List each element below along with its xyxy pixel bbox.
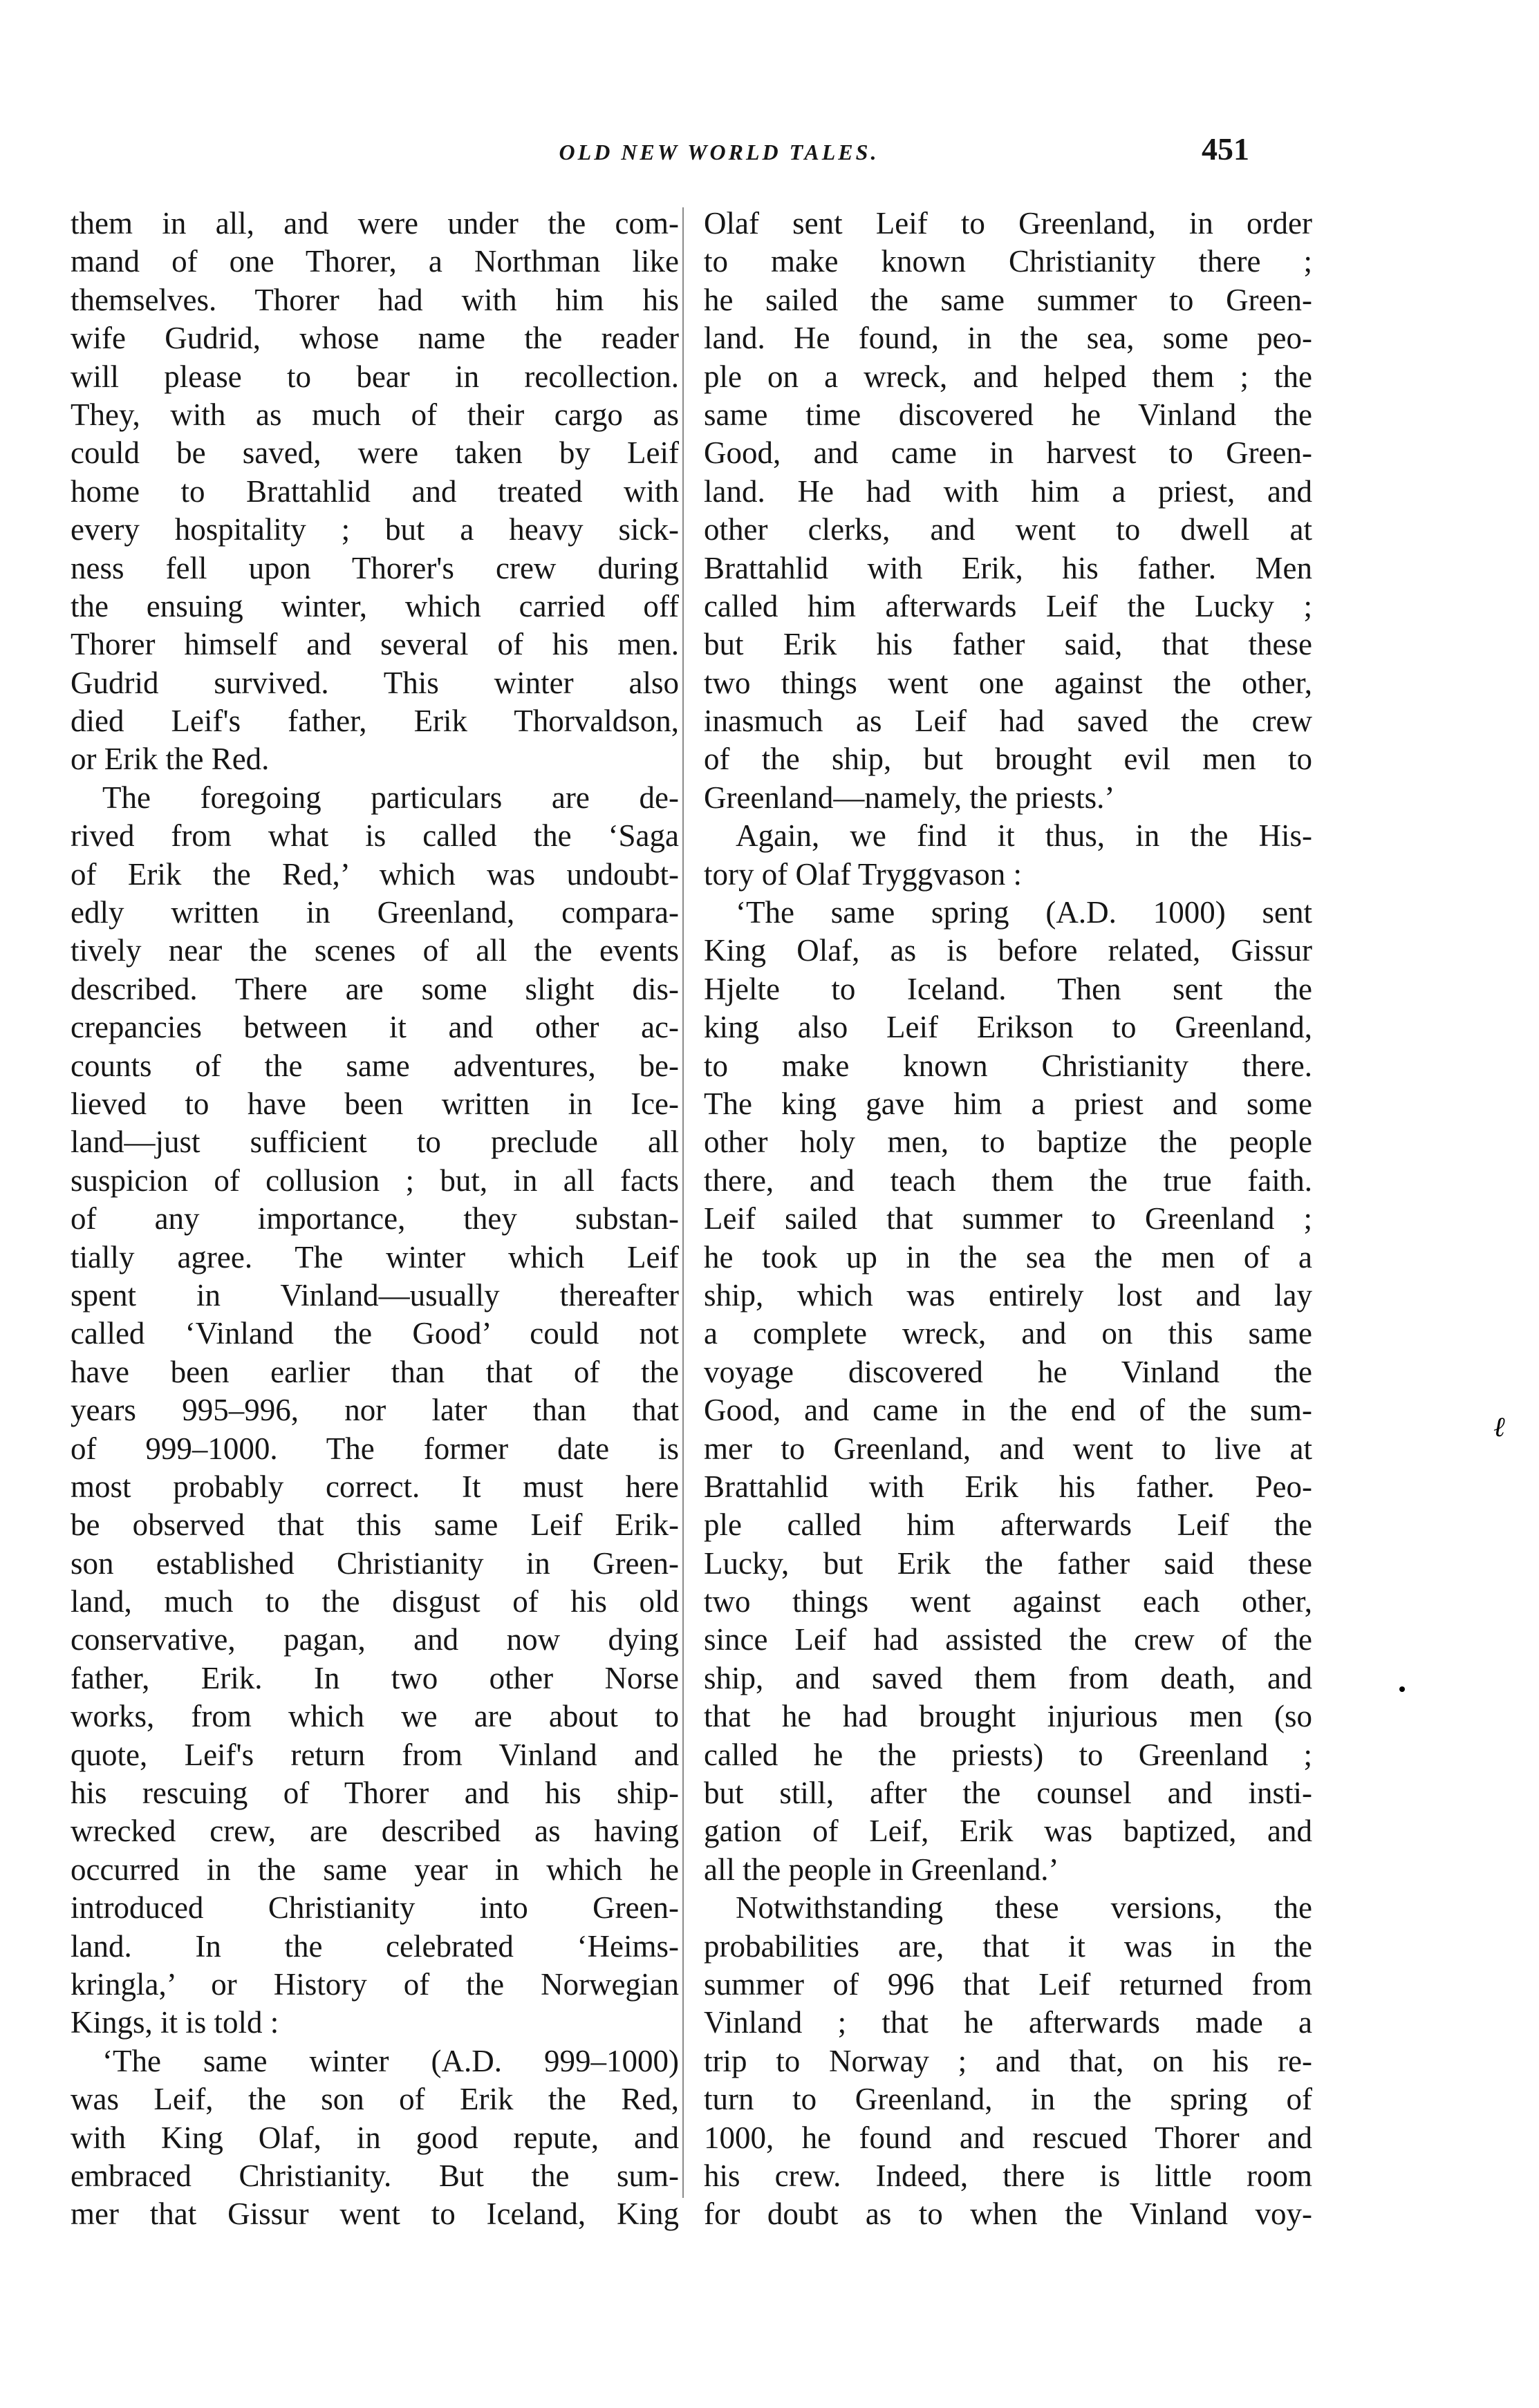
text-line: called he the priests) to Greenland ; bbox=[704, 1737, 1312, 1772]
text-line: father, Erik. In two other Norse bbox=[71, 1660, 679, 1695]
text-line: tory of Olaf Tryggvason : bbox=[704, 856, 1022, 892]
text-line: land, much to the disgust of his old bbox=[71, 1584, 679, 1619]
right-column bbox=[704, 205, 1312, 2234]
margin-mark: ℓ bbox=[1493, 1411, 1505, 1442]
text-line: every hospitality ; but a heavy sick- bbox=[71, 512, 679, 547]
text-line: mer to Greenland, and went to live at bbox=[704, 1431, 1312, 1466]
text-line: ‘The same winter (A.D. 999–1000) bbox=[102, 2043, 679, 2078]
running-title: OLD NEW WORLD TALES. bbox=[559, 140, 879, 164]
text-line: crepancies between it and other ac- bbox=[71, 1010, 679, 1045]
text-line: themselves. Thorer had with him his bbox=[71, 282, 679, 317]
left-column bbox=[71, 205, 679, 2234]
text-line: wife Gudrid, whose name the reader bbox=[71, 321, 679, 356]
text-line: them in all, and were under the com- bbox=[71, 206, 679, 241]
page-number: 451 bbox=[1202, 131, 1249, 167]
text-line: called him afterwards Leif the Lucky ; bbox=[704, 588, 1312, 623]
text-line: most probably correct. It must here bbox=[71, 1469, 679, 1504]
text-line: Olaf sent Leif to Greenland, in order bbox=[704, 206, 1312, 241]
text-line: They, with as much of their cargo as bbox=[71, 397, 679, 432]
text-line: other holy men, to baptize the people bbox=[704, 1125, 1312, 1160]
text-line: to make known Christianity there ; bbox=[704, 244, 1312, 279]
text-line: other clerks, and went to dwell at bbox=[704, 512, 1312, 547]
text-line: suspicion of collusion ; but, in all facts bbox=[71, 1163, 679, 1198]
column-divider bbox=[682, 207, 684, 2198]
text-line: Vinland ; that he afterwards made a bbox=[704, 2005, 1312, 2040]
text-line: with King Olaf, in good repute, and bbox=[71, 2120, 679, 2155]
text-line: Lucky, but Erik the father said these bbox=[704, 1545, 1312, 1581]
text-line: Brattahlid with Erik, his father. Men bbox=[704, 550, 1312, 585]
text-line: his crew. Indeed, there is little room bbox=[704, 2158, 1312, 2193]
text-line: called ‘Vinland the Good’ could not bbox=[71, 1316, 679, 1351]
text-line: wrecked crew, are described as having bbox=[71, 1814, 679, 1849]
text-line: of 999–1000. The former date is bbox=[71, 1431, 679, 1466]
text-line: conservative, pagan, and now dying bbox=[71, 1622, 679, 1657]
text-line: ple called him afterwards Leif the bbox=[704, 1507, 1312, 1543]
text-line: for doubt as to when the Vinland voy- bbox=[704, 2197, 1312, 2232]
text-line: could be saved, were taken by Leif bbox=[71, 435, 679, 471]
text-line: have been earlier than that of the bbox=[71, 1354, 679, 1389]
text-line: of Erik the Red,’ which was undoubt- bbox=[71, 856, 679, 892]
text-line: be observed that this same Leif Erik- bbox=[71, 1507, 679, 1543]
margin-dot bbox=[1399, 1686, 1405, 1692]
text-line: spent in Vinland—usually thereafter bbox=[71, 1277, 679, 1313]
text-line: trip to Norway ; and that, on his re- bbox=[704, 2043, 1312, 2078]
text-line: Leif sailed that summer to Greenland ; bbox=[704, 1201, 1312, 1236]
text-line: he sailed the same summer to Green- bbox=[704, 282, 1312, 317]
text-line: kringla,’ or History of the Norwegian bbox=[71, 1966, 679, 2002]
text-line: quote, Leif's return from Vinland and bbox=[71, 1737, 679, 1772]
text-line: ple on a wreck, and helped them ; the bbox=[704, 359, 1312, 394]
text-line: summer of 996 that Leif returned from bbox=[704, 1966, 1312, 2002]
text-line: land. In the celebrated ‘Heims- bbox=[71, 1928, 679, 1964]
text-line: works, from which we are about to bbox=[71, 1699, 679, 1734]
text-line: counts of the same adventures, be- bbox=[71, 1048, 679, 1083]
text-line: inasmuch as Leif had saved the crew bbox=[704, 704, 1312, 739]
text-line: lieved to have been written in Ice- bbox=[71, 1086, 679, 1121]
text-line: home to Brattahlid and treated with bbox=[71, 473, 679, 509]
text-line: same time discovered he Vinland the bbox=[704, 397, 1312, 432]
text-line: tively near the scenes of all the events bbox=[71, 933, 679, 968]
text-line: or Erik the Red. bbox=[71, 742, 270, 777]
text-line: years 995–996, nor later than that bbox=[71, 1393, 679, 1428]
text-line: Thorer himself and several of his men. bbox=[71, 627, 679, 662]
text-line: probabilities are, that it was in the bbox=[704, 1928, 1312, 1964]
text-line: of any importance, they substan- bbox=[71, 1201, 679, 1236]
text-line: Greenland—namely, the priests.’ bbox=[704, 780, 1115, 815]
text-line: of the ship, but brought evil men to bbox=[704, 742, 1312, 777]
text-line: described. There are some slight dis- bbox=[71, 971, 679, 1006]
text-line: to make known Christianity there. bbox=[704, 1048, 1312, 1083]
text-line: gation of Leif, Erik was baptized, and bbox=[704, 1814, 1312, 1849]
text-line: son established Christianity in Green- bbox=[71, 1545, 679, 1581]
text-line: but Erik his father said, that these bbox=[704, 627, 1312, 662]
text-line: land. He found, in the sea, some peo- bbox=[704, 321, 1312, 356]
text-line: The king gave him a priest and some bbox=[704, 1086, 1312, 1121]
text-line: mand of one Thorer, a Northman like bbox=[71, 244, 679, 279]
text-line: Gudrid survived. This winter also bbox=[71, 665, 679, 700]
text-line: embraced Christianity. But the sum- bbox=[71, 2158, 679, 2193]
text-line: ship, which was entirely lost and lay bbox=[704, 1277, 1312, 1313]
text-line: two things went against each other, bbox=[704, 1584, 1312, 1619]
text-line: edly written in Greenland, compara- bbox=[71, 895, 679, 930]
text-line: turn to Greenland, in the spring of bbox=[704, 2082, 1312, 2117]
text-line: will please to bear in recollection. bbox=[71, 359, 679, 394]
text-line: 1000, he found and rescued Thorer and bbox=[704, 2120, 1312, 2155]
text-line: King Olaf, as is before related, Gissur bbox=[704, 933, 1312, 968]
text-line: land—just sufficient to preclude all bbox=[71, 1125, 679, 1160]
text-line: two things went one against the other, bbox=[704, 665, 1312, 700]
text-line: Notwithstanding these versions, the bbox=[736, 1890, 1312, 1926]
text-line: introduced Christianity into Green- bbox=[71, 1890, 679, 1926]
text-line: Again, we find it thus, in the His- bbox=[736, 818, 1312, 854]
text-line: but still, after the counsel and insti- bbox=[704, 1776, 1312, 1811]
text-line: ‘The same spring (A.D. 1000) sent bbox=[736, 895, 1312, 930]
text-line: Hjelte to Iceland. Then sent the bbox=[704, 971, 1312, 1006]
text-line: was Leif, the son of Erik the Red, bbox=[71, 2082, 679, 2117]
text-line: Good, and came in the end of the sum- bbox=[704, 1393, 1312, 1428]
text-line: voyage discovered he Vinland the bbox=[704, 1354, 1312, 1389]
text-line: a complete wreck, and on this same bbox=[704, 1316, 1312, 1351]
text-line: all the people in Greenland.’ bbox=[704, 1852, 1059, 1887]
text-line: ship, and saved them from death, and bbox=[704, 1660, 1312, 1695]
text-line: occurred in the same year in which he bbox=[71, 1852, 679, 1887]
text-line: ness fell upon Thorer's crew during bbox=[71, 550, 679, 585]
text-line: Kings, it is told : bbox=[71, 2005, 279, 2040]
text-line: tially agree. The winter which Leif bbox=[71, 1239, 679, 1274]
text-line: the ensuing winter, which carried off bbox=[71, 588, 679, 623]
text-line: The foregoing particulars are de- bbox=[102, 780, 679, 815]
text-line: there, and teach them the true faith. bbox=[704, 1163, 1312, 1198]
text-line: king also Leif Erikson to Greenland, bbox=[704, 1010, 1312, 1045]
text-line: Brattahlid with Erik his father. Peo- bbox=[704, 1469, 1312, 1504]
text-line: since Leif had assisted the crew of the bbox=[704, 1622, 1312, 1657]
text-line: his rescuing of Thorer and his ship- bbox=[71, 1776, 679, 1811]
text-line: mer that Gissur went to Iceland, King bbox=[71, 2197, 679, 2232]
text-line: rived from what is called the ‘Saga bbox=[71, 818, 679, 854]
text-line: that he had brought injurious men (so bbox=[704, 1699, 1312, 1734]
text-line: Good, and came in harvest to Green- bbox=[704, 435, 1312, 471]
text-line: land. He had with him a priest, and bbox=[704, 473, 1312, 509]
text-line: died Leif's father, Erik Thorvaldson, bbox=[71, 704, 679, 739]
text-line: he took up in the sea the men of a bbox=[704, 1239, 1312, 1274]
